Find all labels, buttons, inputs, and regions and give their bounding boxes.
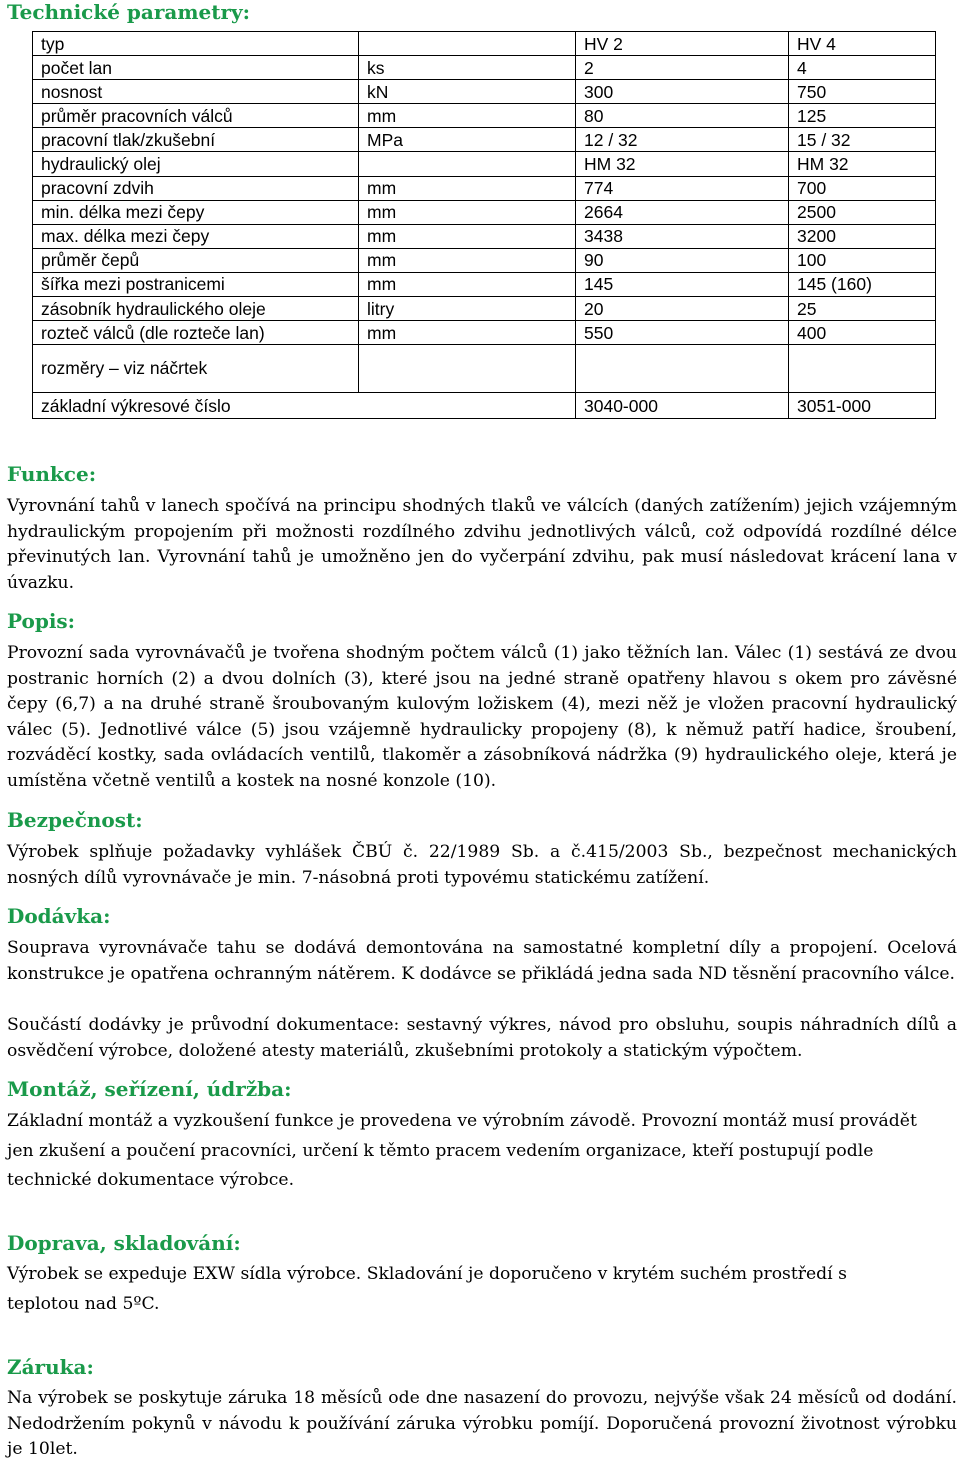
table-cell-unit bbox=[359, 32, 576, 56]
technical-parameters-table bbox=[32, 31, 936, 419]
table-cell-unit: MPa bbox=[359, 128, 576, 152]
section-heading-warranty: Záruka: bbox=[7, 1355, 94, 1379]
table-cell-parameter: počet lan bbox=[33, 56, 359, 80]
table-row-dimensions bbox=[33, 345, 936, 393]
table-cell-hv4: 100 bbox=[789, 248, 936, 272]
table-cell-unit: kN bbox=[359, 80, 576, 104]
table-row-drawing-number bbox=[33, 393, 936, 419]
table-cell-parameter: pracovní zdvih bbox=[33, 176, 359, 200]
table-cell-hv4: 15 / 32 bbox=[789, 128, 936, 152]
table-row bbox=[33, 152, 936, 176]
table-cell-hv4: 125 bbox=[789, 104, 936, 128]
table-cell-empty bbox=[576, 345, 789, 393]
section-heading-description: Popis: bbox=[7, 609, 76, 633]
table-cell-unit: ks bbox=[359, 56, 576, 80]
table-row bbox=[33, 32, 936, 56]
table-cell-parameter: nosnost bbox=[33, 80, 359, 104]
table-cell-hv2: HV 2 bbox=[576, 32, 789, 56]
table-cell-unit: mm bbox=[359, 248, 576, 272]
table-cell-hv4: 750 bbox=[789, 80, 936, 104]
table-cell-empty bbox=[789, 345, 936, 393]
table-row bbox=[33, 80, 936, 104]
table-cell-parameter: pracovní tlak/zkušební bbox=[33, 128, 359, 152]
table-cell-parameter: průměr pracovních válců bbox=[33, 104, 359, 128]
table-cell-parameter: zásobník hydraulického oleje bbox=[33, 297, 359, 321]
table-cell-hv2: 774 bbox=[576, 176, 789, 200]
table-cell-unit: litry bbox=[359, 297, 576, 321]
table-cell-unit: mm bbox=[359, 104, 576, 128]
table-cell-hv2: HM 32 bbox=[576, 152, 789, 176]
assembly-paragraph: Základní montáž a vyzkoušení funkce je provedena ve výrobním závodě. Provozní montáž musí provádět jen zkušení a poučení pracovníci, určení k těmto pracem vedením organizace, kteří postupují podle technické dokumentace výrobce. bbox=[7, 1111, 917, 1190]
table-row bbox=[33, 200, 936, 224]
section-heading-delivery: Dodávka: bbox=[7, 904, 111, 928]
table-cell-unit: mm bbox=[359, 224, 576, 248]
safety-paragraph: Výrobek splňuje požadavky vyhlášek ČBÚ č. 22/1989 Sb. a č.415/2003 Sb., bezpečnost mechanických nosných dílů vyrovnávače je min. 7-násobná proti typovému statickému zatížení. bbox=[7, 842, 957, 888]
table-cell-unit: mm bbox=[359, 272, 576, 296]
section-heading-function: Funkce: bbox=[7, 462, 97, 486]
table-cell-drawing-hv4: 3051-000 bbox=[789, 393, 936, 419]
transport-paragraph: Výrobek se expeduje EXW sídla výrobce. Skladování je doporučeno v krytém suchém prostředí s teplotou nad 5ºC. bbox=[7, 1264, 847, 1314]
table-cell-hv2: 300 bbox=[576, 80, 789, 104]
table-cell-hv2: 2664 bbox=[576, 200, 789, 224]
table-cell-hv2: 12 / 32 bbox=[576, 128, 789, 152]
table-cell-drawing-hv2: 3040-000 bbox=[576, 393, 789, 419]
table-cell-hv4: HM 32 bbox=[789, 152, 936, 176]
table-cell-empty bbox=[359, 345, 576, 393]
table-row bbox=[33, 224, 936, 248]
table-cell-parameter: typ bbox=[33, 32, 359, 56]
table-cell-hv2: 3438 bbox=[576, 224, 789, 248]
table-row bbox=[33, 272, 936, 296]
table-cell-parameter: průměr čepů bbox=[33, 248, 359, 272]
table-cell-unit: mm bbox=[359, 200, 576, 224]
parameters-table-body bbox=[33, 32, 936, 345]
table-cell-hv4: 4 bbox=[789, 56, 936, 80]
section-heading-safety: Bezpečnost: bbox=[7, 808, 143, 832]
table-row bbox=[33, 56, 936, 80]
table-row bbox=[33, 248, 936, 272]
table-cell-hv2: 80 bbox=[576, 104, 789, 128]
table-cell-hv2: 2 bbox=[576, 56, 789, 80]
table-cell-hv4: HV 4 bbox=[789, 32, 936, 56]
table-cell-parameter: min. délka mezi čepy bbox=[33, 200, 359, 224]
table-cell-hv2: 90 bbox=[576, 248, 789, 272]
table-cell-hv4: 400 bbox=[789, 321, 936, 345]
table-cell-hv2: 145 bbox=[576, 272, 789, 296]
warranty-paragraph: Na výrobek se poskytuje záruka 18 měsíců ode dne nasazení do provozu, nejvýše však 24 měsíců od dodání. Nedodržením pokynů v návodu k používání záruka výrobku pomíjí. Doporučená provozní životnost výrobku je 10let. bbox=[7, 1388, 957, 1460]
table-cell-parameter: hydraulický olej bbox=[33, 152, 359, 176]
table-cell-unit: mm bbox=[359, 176, 576, 200]
table-row bbox=[33, 128, 936, 152]
table-cell-hv4: 2500 bbox=[789, 200, 936, 224]
table-cell-drawing-label: základní výkresové číslo bbox=[33, 393, 576, 419]
section-heading-assembly: Montáž, seřízení, údržba: bbox=[7, 1077, 292, 1101]
section-heading-transport: Doprava, skladování: bbox=[7, 1231, 241, 1255]
table-cell-hv4: 145 (160) bbox=[789, 272, 936, 296]
table-cell-hv4: 25 bbox=[789, 297, 936, 321]
table-cell-dimensions: rozměry – viz náčrtek bbox=[33, 345, 359, 393]
description-paragraph: Provozní sada vyrovnávačů je tvořena shodným počtem válců (1) jako těžních lan. Válec (1) sestává ze dvou postranic horních (2) a dvou dolních (3), které jsou na jedné straně opatřeny hlavou s okem pro závěsné čepy (6,7) a na druhé straně šroubovaným kulovým ložiskem (4), mezi něž je vložen pracovní hydraulický válec (5). Jednotlivé válce (5) jsou vzájemně hydraulicky propojeny (8), k němuž patří hadice, šroubení, rozváděcí kostky, sada ovládacích ventilů, tlakoměr a zásobníková nádržka (9) hydraulického oleje, která je umístěna včetně ventilů a kostek na nosné konzole (10). bbox=[7, 643, 957, 791]
delivery-paragraph-2: Součástí dodávky je průvodní dokumentace: sestavný výkres, návod pro obsluhu, soupis náhradních dílů a osvědčení výrobce, doložené atesty materiálů, zkušebními protokoly a statickým výpočtem. bbox=[7, 1015, 957, 1061]
table-cell-hv2: 550 bbox=[576, 321, 789, 345]
table-cell-unit: mm bbox=[359, 321, 576, 345]
table-cell-hv4: 700 bbox=[789, 176, 936, 200]
table-cell-parameter: šířka mezi postranicemi bbox=[33, 272, 359, 296]
delivery-paragraph-1: Souprava vyrovnávače tahu se dodává demontována na samostatné kompletní díly a propojení. Ocelová konstrukce je opatřena ochranným nátěrem. K dodávce se přikládá jedna sada ND těsnění pracovního válce. bbox=[7, 938, 957, 984]
table-row bbox=[33, 297, 936, 321]
table-cell-parameter: rozteč válců (dle rozteče lan) bbox=[33, 321, 359, 345]
table-row bbox=[33, 176, 936, 200]
table-cell-hv4: 3200 bbox=[789, 224, 936, 248]
table-row bbox=[33, 104, 936, 128]
table-cell-unit bbox=[359, 152, 576, 176]
table-cell-parameter: max. délka mezi čepy bbox=[33, 224, 359, 248]
function-paragraph: Vyrovnání tahů v lanech spočívá na principu shodných tlaků ve válcích (daných zatížením) jejich vzájemným hydraulickým propojením při možnosti rozdílného zdvihu jednotlivých válců, což odpovídá rozdílné délce převinutých lan. Vyrovnání tahů je umožněno jen do vyčerpání zdvihu, pak musí následovat krácení lana v úvazku. bbox=[7, 496, 957, 593]
table-cell-hv2: 20 bbox=[576, 297, 789, 321]
section-heading-technical: Technické parametry: bbox=[7, 0, 250, 24]
table-row bbox=[33, 321, 936, 345]
